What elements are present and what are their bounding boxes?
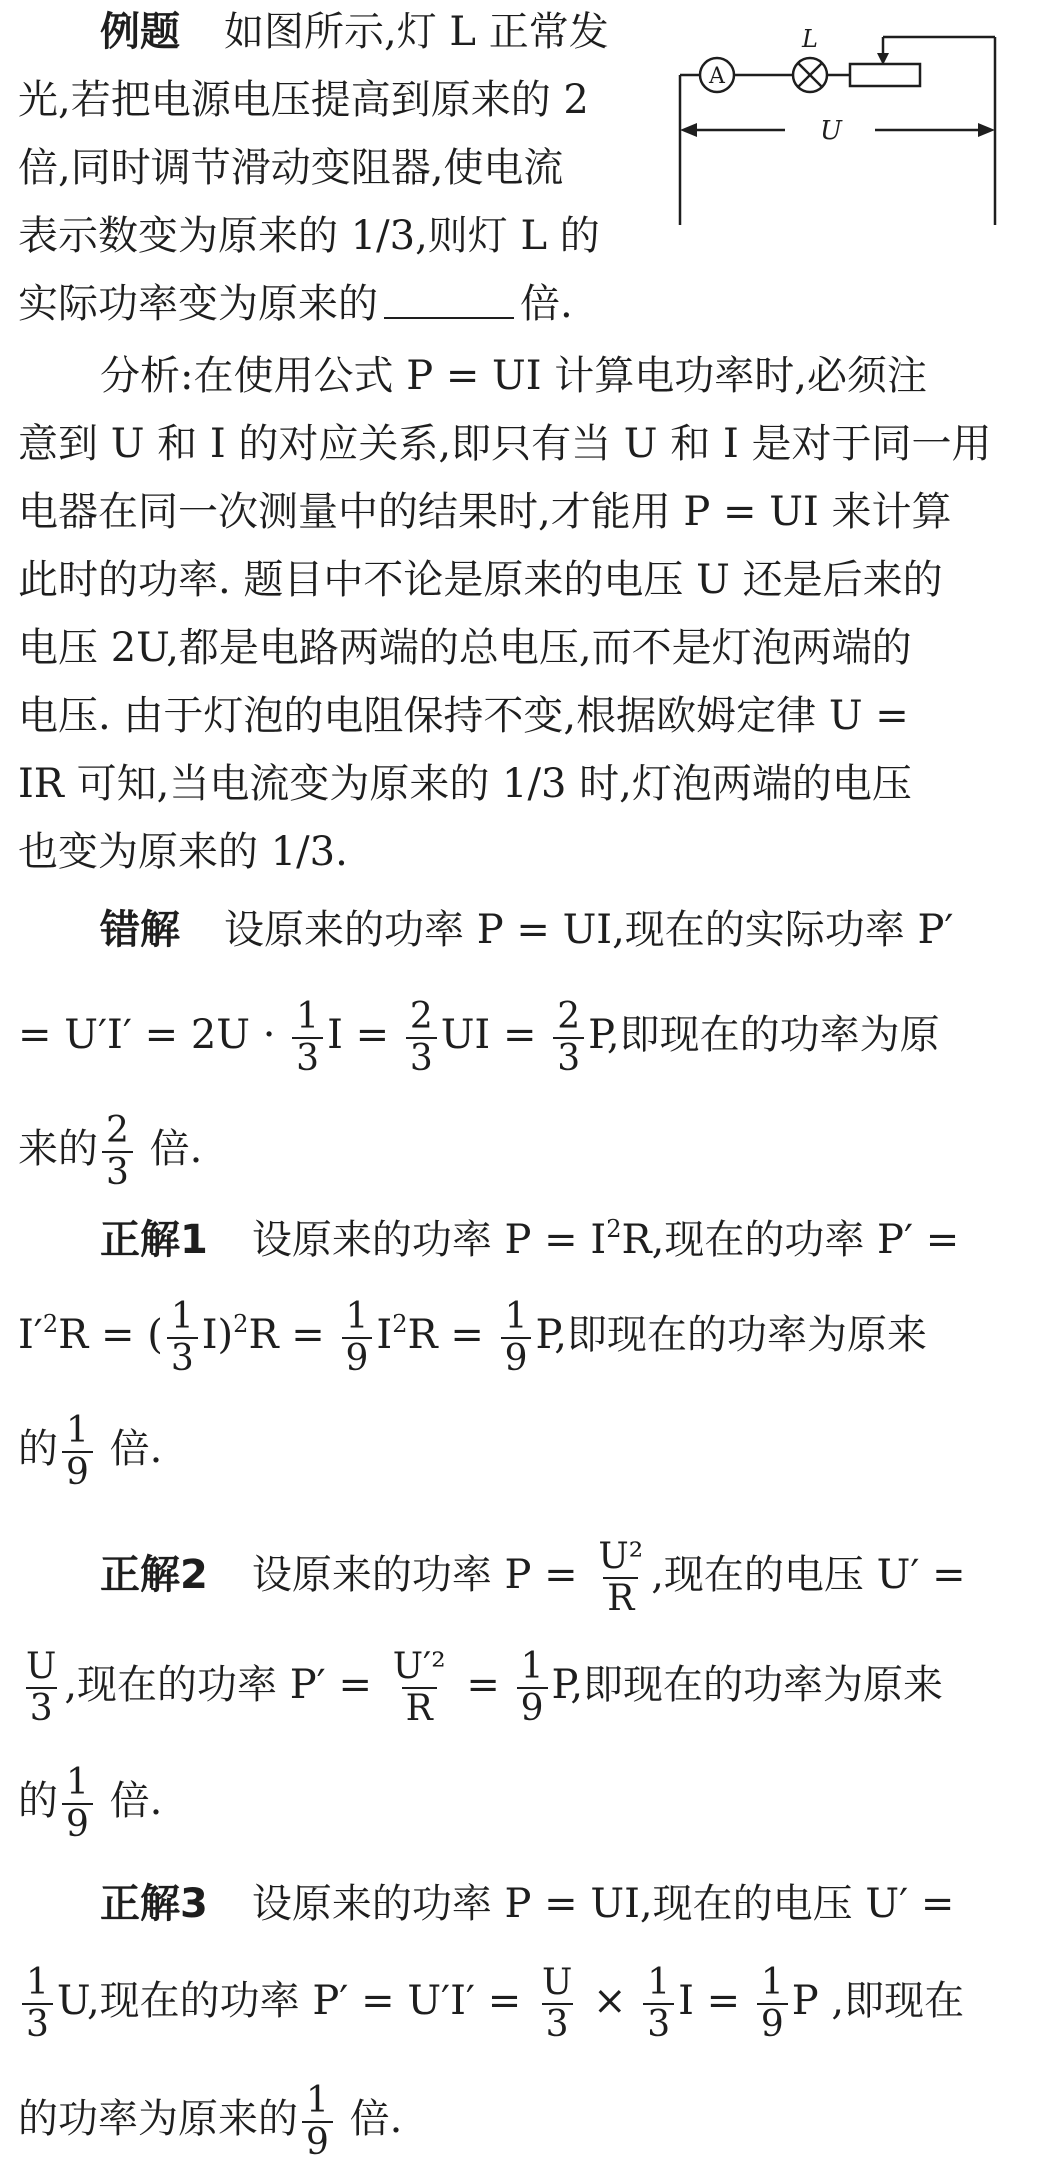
fraction: $\frac{\text{U²}}{R}$ bbox=[598, 1536, 644, 1619]
analysis-line-8: 也变为原来的 1/3. bbox=[18, 829, 348, 875]
example-line-1 bbox=[100, 6, 609, 58]
fraction: $\frac{\text{U′²}}{R}$ bbox=[392, 1646, 446, 1729]
circuit-diagram bbox=[665, 15, 1005, 230]
correct2-line-3: 的 $\frac{1}{9}$ 倍. bbox=[18, 1762, 163, 1845]
fraction: $\frac{1}{9}$ bbox=[757, 1963, 788, 2045]
fraction: $\frac{1}{9}$ bbox=[501, 1297, 532, 1379]
correct1-title: 正解1 bbox=[100, 1217, 208, 1263]
fraction: $\frac{1}{9}$ bbox=[62, 1763, 93, 1845]
wrong-line-3: 来的 $\frac{2}{3}$ 倍. bbox=[18, 1110, 203, 1193]
analysis-line-7: IR 可知,当电流变为原来的 1/3 时,灯泡两端的电压 bbox=[18, 761, 912, 807]
correct2-line-1: 正解2 设原来的功率 P = $\frac{\text{U²}}{R}$ ,现在的电压 U′ = bbox=[100, 1536, 966, 1619]
analysis-line-5: 电压 2U,都是电路两端的总电压,而不是灯泡两端的 bbox=[18, 625, 912, 671]
example-line-3: 倍,同时调节滑动变阻器,使电流 bbox=[18, 145, 564, 191]
ammeter-symbol: A bbox=[709, 64, 725, 89]
fraction: $\frac{1}{9}$ bbox=[302, 2081, 333, 2163]
fraction: $\frac{2}{3}$ bbox=[102, 1111, 133, 1193]
analysis-line-6: 电压. 由于灯泡的电阻保持不变,根据欧姆定律 U = bbox=[18, 693, 909, 739]
analysis-line-4: 此时的功率. 题目中不论是原来的电压 U 还是后来的 bbox=[18, 557, 943, 603]
fraction: $\frac{1}{9}$ bbox=[517, 1647, 548, 1729]
fraction: $\frac{2}{3}$ bbox=[406, 997, 437, 1079]
lamp-icon bbox=[793, 58, 827, 92]
lamp-label: L bbox=[802, 25, 818, 53]
wrong-line-1: 错解 设原来的功率 P = UI,现在的实际功率 P′ bbox=[100, 907, 954, 953]
correct3-line-2: $\frac{1}{3}$ U,现在的功率 P′ = U′I′ = $\frac{U}{3}$ × $\frac{1}{3}$ I = $\frac{1}{9}$ P ,即现在 bbox=[18, 1956, 964, 2046]
example-title: 例题 bbox=[100, 9, 180, 55]
wrong-title: 错解 bbox=[100, 907, 180, 953]
example-line-5: 实际功率变为原来的 倍. bbox=[18, 281, 573, 327]
wrong-line-2: = U′I′ = 2U · $\frac{1}{3}$ I = $\frac{2}{3}$ UI = $\frac{2}{3}$ P,即现在的功率为原 bbox=[18, 996, 940, 1079]
correct3-line-1: 正解3 设原来的功率 P = UI,现在的电压 U′ = bbox=[100, 1881, 955, 1927]
fraction: $\frac{U}{3}$ bbox=[541, 1962, 573, 2045]
example-line-4: 表示数变为原来的 1/3,则灯 L 的 bbox=[18, 213, 600, 259]
fraction: $\frac{1}{3}$ bbox=[22, 1963, 53, 2045]
fraction: $\frac{1}{3}$ bbox=[292, 997, 323, 1079]
example-line-2: 光,若把电源电压提高到原来的 2 bbox=[18, 77, 589, 123]
correct2-title: 正解2 bbox=[100, 1552, 208, 1598]
voltage-label: U bbox=[820, 116, 842, 146]
example-text: 如图所示,灯 L 正常发 bbox=[224, 9, 609, 55]
fraction: $\frac{1}{9}$ bbox=[342, 1297, 373, 1379]
analysis-line-3: 电器在同一次测量中的结果时,才能用 P = UI 来计算 bbox=[18, 489, 952, 535]
correct3-line-3: 的功率为原来的 $\frac{1}{9}$ 倍. bbox=[18, 2080, 403, 2163]
correct1-line-3: 的 $\frac{1}{9}$ 倍. bbox=[18, 1410, 163, 1493]
fraction: $\frac{1}{3}$ bbox=[167, 1297, 198, 1379]
answer-blank bbox=[384, 283, 514, 319]
fraction: $\frac{U}{3}$ bbox=[26, 1646, 57, 1729]
fraction: $\frac{2}{3}$ bbox=[553, 997, 584, 1079]
fraction: $\frac{1}{9}$ bbox=[62, 1411, 93, 1493]
correct1-line-2: $I'^2R$ = ( $\frac{1}{3}$ I)$^2$R = $\frac{1}{9}$ $I^2R$ = $\frac{1}{9}$ P,即现在的功率为原来 bbox=[18, 1296, 927, 1379]
analysis-line-1: 分析:在使用公式 P = UI 计算电功率时,必须注 bbox=[100, 353, 927, 399]
analysis-line-2: 意到 U 和 I 的对应关系,即只有当 U 和 I 是对于同一用 bbox=[18, 421, 992, 467]
rheostat-icon bbox=[850, 64, 920, 86]
correct3-title: 正解3 bbox=[100, 1881, 208, 1927]
correct2-line-2: $\frac{U}{3}$ ,现在的功率 P′ = $\frac{\text{U′²}}{R}$ = $\frac{1}{9}$ P,即现在的功率为原来 bbox=[18, 1640, 943, 1730]
fraction: $\frac{1}{3}$ bbox=[643, 1963, 674, 2045]
correct1-line-1: 正解1 设原来的功率 $P = I^2R$,现在的功率 P′ = bbox=[100, 1215, 960, 1263]
